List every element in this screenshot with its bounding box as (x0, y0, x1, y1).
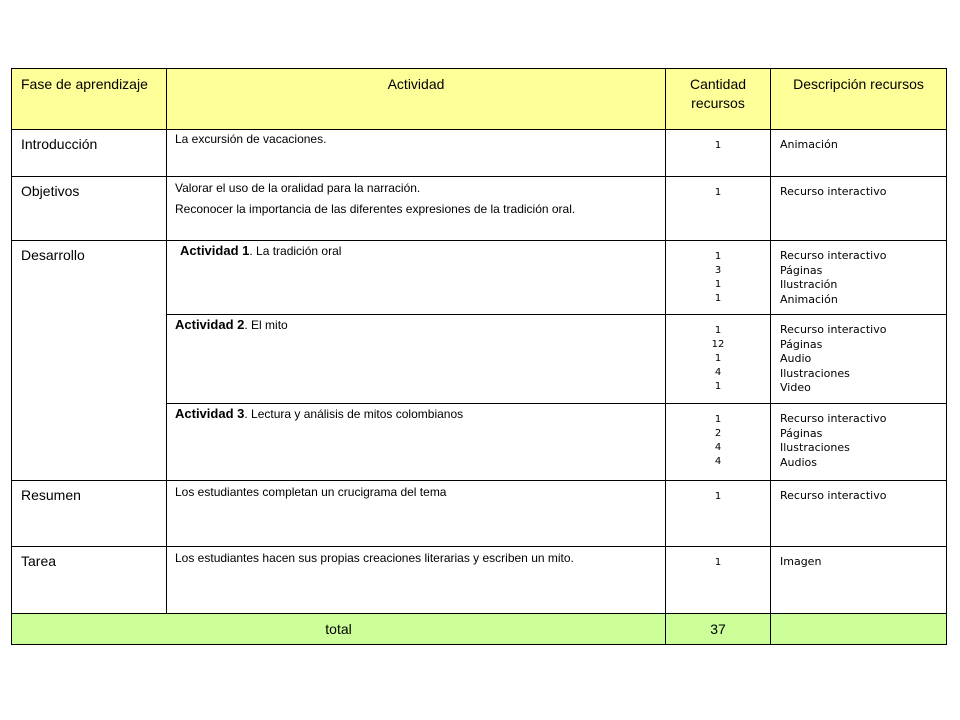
description-cell (771, 547, 947, 614)
description-value: Ilustraciones (780, 441, 850, 454)
activity-text: La excursión de vacaciones. (175, 132, 327, 146)
description-value: Recurso interactivo (780, 412, 887, 425)
description-value: Recurso interactivo (780, 249, 887, 262)
phase-cell: Tarea (12, 547, 167, 614)
count-value: 1 (714, 381, 722, 392)
count-value: 1 (714, 414, 722, 425)
count-value: 1 (714, 491, 722, 502)
description-cell (771, 241, 947, 315)
description-value: Páginas (780, 337, 823, 351)
phase-cell: Introducción (12, 130, 167, 177)
description-value: Páginas (780, 263, 823, 277)
table-row-task (12, 547, 947, 614)
count-value: 4 (714, 456, 722, 467)
activity-cell (167, 241, 666, 315)
description-value: Recurso interactivo (780, 323, 887, 336)
description-value: Animación (780, 138, 838, 151)
header-row (12, 69, 947, 130)
activity-text: Los estudiantes completan un crucigrama del tema (175, 485, 447, 499)
header-phase: Fase de aprendizaje (12, 69, 167, 130)
description-value: Ilustración (780, 278, 838, 291)
description-value: Recurso interactivo (780, 185, 887, 198)
activity-cell (167, 130, 666, 177)
count-value: 4 (714, 367, 722, 378)
count-value: 1 (714, 353, 722, 364)
table-row-intro (12, 130, 947, 177)
description-cell (771, 177, 947, 241)
description-value: Video (780, 381, 811, 394)
count-value: 1 (714, 140, 722, 151)
description-value: Audios (780, 455, 817, 469)
activity-cell (167, 315, 666, 404)
description-value: Recurso interactivo (780, 489, 887, 502)
activity-text: . Lectura y análisis de mitos colombianos (244, 407, 464, 421)
description-value: Audio (780, 352, 812, 365)
activity-title: Actividad 2 (175, 317, 245, 332)
learning-plan-table (11, 68, 947, 645)
count-cell (666, 315, 771, 404)
description-cell (771, 315, 947, 404)
count-value: 2 (714, 428, 722, 439)
count-value: 1 (714, 557, 722, 568)
count-cell (666, 547, 771, 614)
description-value: Imagen (780, 555, 822, 568)
count-cell (666, 130, 771, 177)
total-row (12, 614, 947, 645)
phase-cell: Desarrollo (12, 241, 167, 481)
count-value: 1 (714, 293, 722, 304)
description-value: Páginas (780, 426, 823, 440)
total-empty-cell (771, 614, 947, 645)
count-value: 1 (714, 187, 722, 198)
count-value: 1 (714, 325, 722, 336)
table-row-objectives (12, 177, 947, 241)
activity-text: . La tradición oral (249, 244, 342, 258)
description-cell (771, 130, 947, 177)
table-row-summary (12, 481, 947, 547)
count-cell (666, 177, 771, 241)
count-cell (666, 481, 771, 547)
activity-text: Valorar el uso de la oralidad para la narración. (175, 181, 421, 195)
header-description: Descripción recursos (771, 69, 947, 130)
activity-cell (167, 547, 666, 614)
header-activity: Actividad (167, 69, 666, 130)
phase-cell: Resumen (12, 481, 167, 547)
activity-text: . El mito (244, 318, 288, 332)
activity-cell (167, 177, 666, 241)
header-count: Cantidad recursos (666, 69, 771, 130)
phase-cell: Objetivos (12, 177, 167, 241)
count-value: 12 (711, 339, 725, 350)
description-cell (771, 481, 947, 547)
activity-title: Actividad 1 (180, 243, 250, 258)
description-value: Ilustraciones (780, 366, 850, 380)
count-cell (666, 404, 771, 481)
count-value: 3 (714, 265, 722, 276)
count-cell (666, 241, 771, 315)
activity-text: Reconocer la importancia de las diferentes expresiones de la tradición oral. (175, 202, 576, 216)
description-value: Animación (780, 292, 838, 306)
description-cell (771, 404, 947, 481)
count-value: 1 (714, 279, 722, 290)
activity-title: Actividad 3 (175, 406, 245, 421)
count-value: 1 (714, 251, 722, 262)
activity-cell (167, 404, 666, 481)
table-row-development-1 (12, 241, 947, 315)
activity-cell (167, 481, 666, 547)
total-value: 37 (666, 614, 771, 645)
count-value: 4 (714, 442, 722, 453)
activity-text: Los estudiantes hacen sus propias creaciones literarias y escriben un mito. (175, 551, 574, 565)
total-label: total (12, 614, 666, 645)
